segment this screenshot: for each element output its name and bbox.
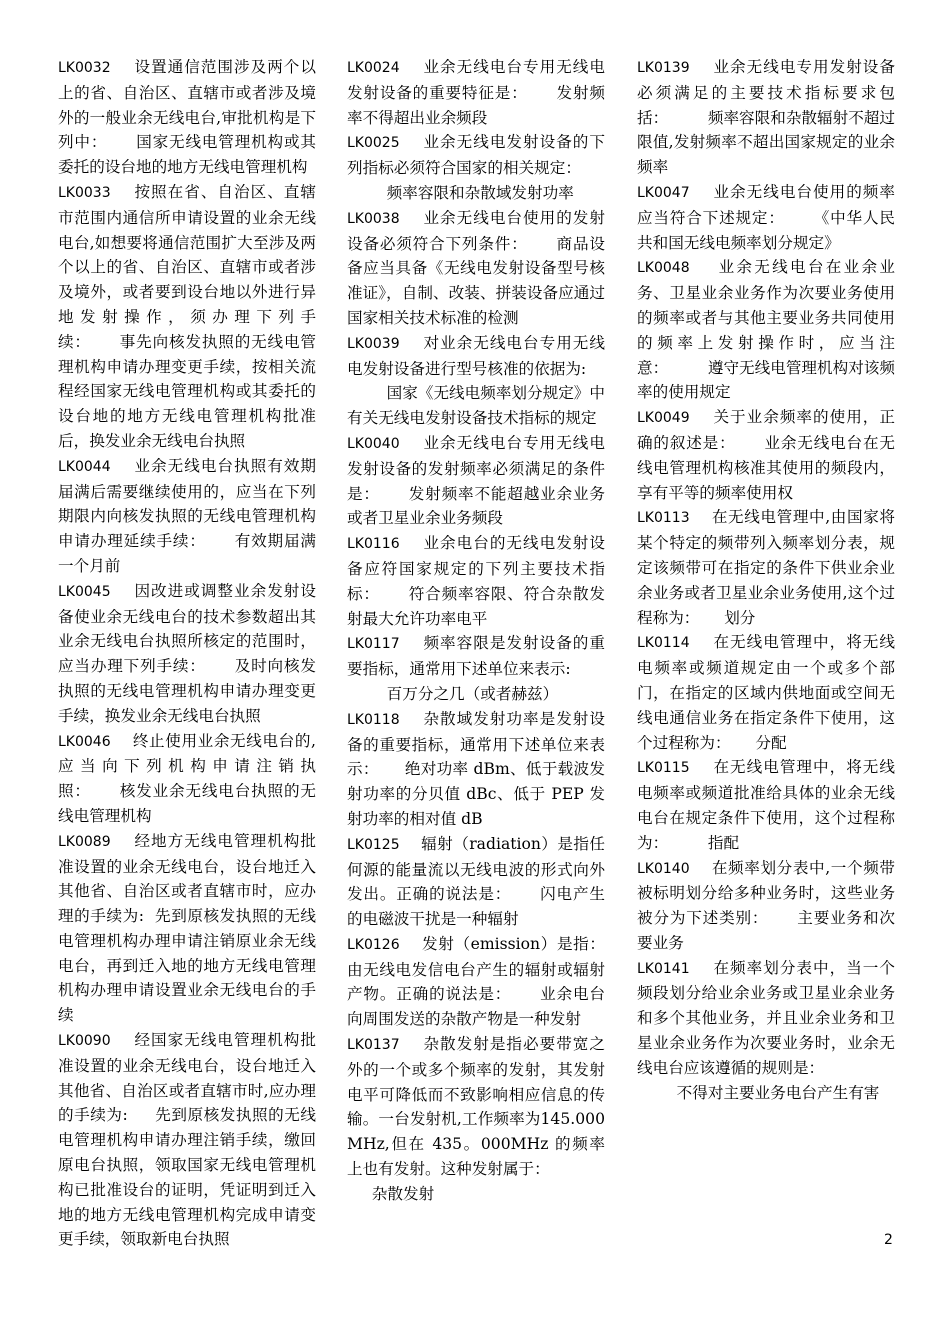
question-code: LK0090 <box>58 1033 111 1050</box>
qa-entry <box>347 206 605 331</box>
question-code: LK0045 <box>58 583 111 600</box>
answer-text: 分配 <box>755 733 787 752</box>
answer-text: 划分 <box>724 608 756 627</box>
question-code: LK0025 <box>347 135 400 152</box>
question-code: LK0038 <box>347 210 400 227</box>
qa-entry <box>347 431 605 531</box>
qa-entry <box>58 1028 316 1252</box>
question-text: 按照在省、自治区、直辖市范围内通信所申请设置的业余无线电台,如想要将通信范围扩大至涉及两个以上的省、自治区、直辖市或者涉及境外，或者要到设台地以外进行异地发射操作，须办理下列手续： <box>58 182 316 351</box>
answer-text: 符合频率容限、符合杂散发射最大允许功率电平 <box>347 584 605 628</box>
question-code: LK0024 <box>347 60 400 76</box>
qa-entry <box>637 956 895 1106</box>
qa-entry <box>58 454 316 579</box>
question-code: LK0048 <box>637 260 690 277</box>
answer-text: 发射频率不能超越业余业务或者卫星业余业务频段 <box>347 484 605 528</box>
question-text: 关于业余频率的使用，正确的叙述是： <box>637 408 895 452</box>
qa-entry <box>637 856 895 956</box>
answer-text: 遵守无线电管理机构对该频率的使用规定 <box>637 358 895 402</box>
question-text: 杂散发射是指必要带宽之外的一个或多个频率的发射，其发射电平可降低而不致影响相应信息的传输。一台发射机,工作频率为145.000MHz,但在 435。000MHz 的频率上也有发射。这种发射属于： <box>347 1035 605 1179</box>
question-code: LK0040 <box>347 435 400 452</box>
text-column-2 <box>347 55 605 1207</box>
qa-entry <box>347 631 605 706</box>
qa-entry <box>58 55 316 180</box>
question-code: LK0125 <box>347 836 400 853</box>
question-code: LK0118 <box>347 711 400 728</box>
question-code: LK0047 <box>637 184 690 201</box>
question-text: 在无线电管理中，将无线电频率或频道规定由一个或多个部门，在指定的区域内供地面或空间无线电通信业务在指定条件下使用，这个过程称为： <box>637 633 895 752</box>
question-text: 业余无线电台执照有效期届满后需要继续使用的，应当在下列期限内向核发执照的无线电管理机构申请办理延续手续： <box>58 456 316 551</box>
answer-text: 有效期届满一个月前 <box>58 532 316 575</box>
question-text: 业余无线电台专用无线电发射设备的重要特征是： <box>347 58 605 102</box>
question-text: 业余电台的无线电发射设备应符国家规定的下列主要技术指标： <box>347 534 605 603</box>
question-text: 辐射（radiation）是指任何源的能量流以无线电波的形式向外发出。正确的说法是： <box>347 834 606 904</box>
answer-text: 绝对功率 dBm、低于载波发射功率的分贝值 dBc、低于 PEP 发射功率的相对值 dB <box>347 760 605 828</box>
question-code: LK0115 <box>637 760 690 777</box>
answer-text: 指配 <box>707 833 740 852</box>
question-code: LK0039 <box>347 335 400 352</box>
question-text: 业余无线电发射设备的下列指标必须符合国家的相关规定： <box>347 133 605 178</box>
qa-entry <box>347 130 605 205</box>
text-column-3 <box>637 55 895 1105</box>
qa-entry <box>347 331 605 431</box>
question-code: LK0046 <box>58 733 111 750</box>
question-text: 设置通信范围涉及两个以上的省、自治区、直辖市或者涉及境外的一般业余无线电台,审批机构是下列中： <box>58 58 316 152</box>
answer-text: 先到原核发执照的无线电管理机构申请办理注销手续，缴回原电台执照，领取国家无线电管理机构已批准设台的证明，凭证明到迁入地的地方无线电管理机构完成申请变更手续，领取新电台执照 <box>58 1106 316 1249</box>
question-text: 因改进或调整业余发射设备使业余无线电台的技术参数超出其业余无线电台执照所核定的范围时，应当办理下列手续： <box>58 581 316 676</box>
question-code: LK0139 <box>637 60 690 76</box>
question-text: 经地方无线电管理机构批准设置的业余无线电台，设台地迁入其他省、自治区或者直辖市时，应办理的手续为: <box>58 831 316 926</box>
qa-entry <box>637 505 895 630</box>
answer-text: 及时向核发执照的无线电管理机构申请办理变更手续，换发业余无线电台执照 <box>58 657 316 725</box>
answer-text: 业余电台向周围发送的杂散产物是一种发射 <box>347 985 605 1029</box>
question-code: LK0140 <box>637 860 690 877</box>
question-code: LK0117 <box>347 636 400 653</box>
qa-entry <box>58 579 316 729</box>
qa-entry <box>637 630 895 755</box>
question-code: LK0044 <box>58 458 111 475</box>
qa-entry <box>58 180 316 454</box>
answer-text: 商品设备应当具备《无线电发射设备型号核准证》，自制、改装、拼装设备应通过国家相关技术标准的检测 <box>347 234 605 327</box>
question-code: LK0113 <box>637 510 690 527</box>
question-text: 在频率划分表中,一个频带被标明划分给多种业务时，这些业务被分为下述类别： <box>637 858 895 928</box>
question-text: 频率容限是发射设备的重要指标，通常用下述单位来表示: <box>347 634 605 679</box>
question-code: LK0126 <box>347 936 400 953</box>
question-text: 终止使用业余无线电台的,应当向下列机构申请注销执照： <box>58 731 316 801</box>
answer-text: 不得对主要业务电台产生有害 <box>676 1083 880 1102</box>
answer-text: 频率容限和杂散域发射功率 <box>386 183 574 202</box>
question-text: 业余无线电专用发射设备必须满足的主要技术指标要求包括： <box>637 58 895 127</box>
answer-text: 发射频率不得超出业余频段 <box>347 83 605 127</box>
question-code: LK0033 <box>58 184 111 201</box>
answer-text: 国家无线电管理机构或其委托的设台地的地方无线电管理机构 <box>58 133 316 177</box>
question-text: 业余无线电台专用无线电发射设备的发射频率必须满足的条件是： <box>347 433 605 503</box>
answer-text: 杂散发射 <box>371 1184 435 1203</box>
answer-text: 业余无线电台在无线电管理机构核准其使用的频段内，享有平等的频率使用权 <box>637 433 895 502</box>
qa-entry <box>637 405 895 505</box>
answer-text: 国家《无线电频率划分规定》中有关无线电发射设备技术指标的规定 <box>347 384 605 428</box>
qa-entry <box>58 829 316 1028</box>
answer-text: 事先向核发执照的无线电管理机构申请办理变更手续，按相关流程经国家无线电管理机构或其委托的设台地的地方无线电管理机构批准后，换发业余无线电台执照 <box>58 332 316 450</box>
question-text: 在频率划分表中，当一个频段划分给业余业务或卫星业余业务和多个其他业务，并且业余业务和卫星业余业务作为次要业务时，业余无线电台应该遵循的规则是： <box>637 958 895 1077</box>
question-text: 经国家无线电管理机构批准设置的业余无线电台，设台地迁入其他省、自治区或者直辖市时,应办理的手续为: <box>58 1031 316 1125</box>
question-text: 在无线电管理中,由国家将某个特定的频带列入频率划分表，规定该频带可在指定的条件下供业余业余业务或者卫星业余业务使用,这个过程称为： <box>637 508 895 627</box>
question-code: LK0116 <box>347 536 400 553</box>
qa-entry <box>58 729 316 829</box>
question-text: 业余无线电台使用的发射设备必须符合下列条件： <box>347 208 605 253</box>
qa-entry <box>347 707 605 832</box>
qa-entry <box>347 55 605 130</box>
answer-text: 核发业余无线电台执照的无线电管理机构 <box>58 782 316 825</box>
qa-entry <box>347 1032 605 1207</box>
question-code: LK0137 <box>347 1037 400 1054</box>
page-number: 2 <box>884 1232 893 1248</box>
qa-entry <box>637 255 895 405</box>
question-code: LK0032 <box>58 60 111 76</box>
question-text: 对业余无线电台专用无线电发射设备进行型号核准的依据为: <box>347 333 605 378</box>
text-column-1 <box>58 55 316 1252</box>
question-text: 业余无线电台在业余业务、卫星业余业务作为次要业务使用的频率或者与其他主要业务共同使用的频率上发射操作时，应当注意： <box>637 258 895 377</box>
answer-text: 先到原核发执照的无线电管理机构办理申请注销原业余无线电台，再到迁入地的地方无线电管理机构办理申请设置业余无线电台的手续 <box>58 907 316 1025</box>
question-code: LK0114 <box>637 635 690 652</box>
question-text: 业余无线电台使用的频率应当符合下述规定： <box>637 182 895 227</box>
qa-entry <box>637 180 895 255</box>
question-code: LK0049 <box>637 410 690 427</box>
qa-entry <box>347 531 605 631</box>
question-text: 杂散域发射功率是发射设备的重要指标，通常用下述单位来表示： <box>347 709 605 779</box>
question-code: LK0089 <box>58 833 111 850</box>
qa-entry <box>347 832 605 932</box>
question-text: 发射（emission）是指：由无线电发信电台产生的辐射或辐射产物。正确的说法是： <box>347 934 606 1004</box>
answer-text: 百万分之几（或者赫兹） <box>386 684 559 703</box>
qa-entry <box>637 755 895 855</box>
answer-text: 闪电产生的电磁波干扰是一种辐射 <box>347 885 605 929</box>
answer-text: 主要业务和次要业务 <box>637 909 895 952</box>
question-text: 在无线电管理中，将无线电频率或频道批准给具体的业余无线电台在规定条件下使用，这个过程称为： <box>637 758 895 852</box>
answer-text: 频率容限和杂散辐射不超过限值,发射频率不超出国家规定的业余频率 <box>637 108 895 177</box>
qa-entry <box>347 932 605 1032</box>
question-code: LK0141 <box>637 960 690 977</box>
answer-text: 《中华人民共和国无线电频率划分规定》 <box>637 208 895 252</box>
qa-entry <box>637 55 895 180</box>
